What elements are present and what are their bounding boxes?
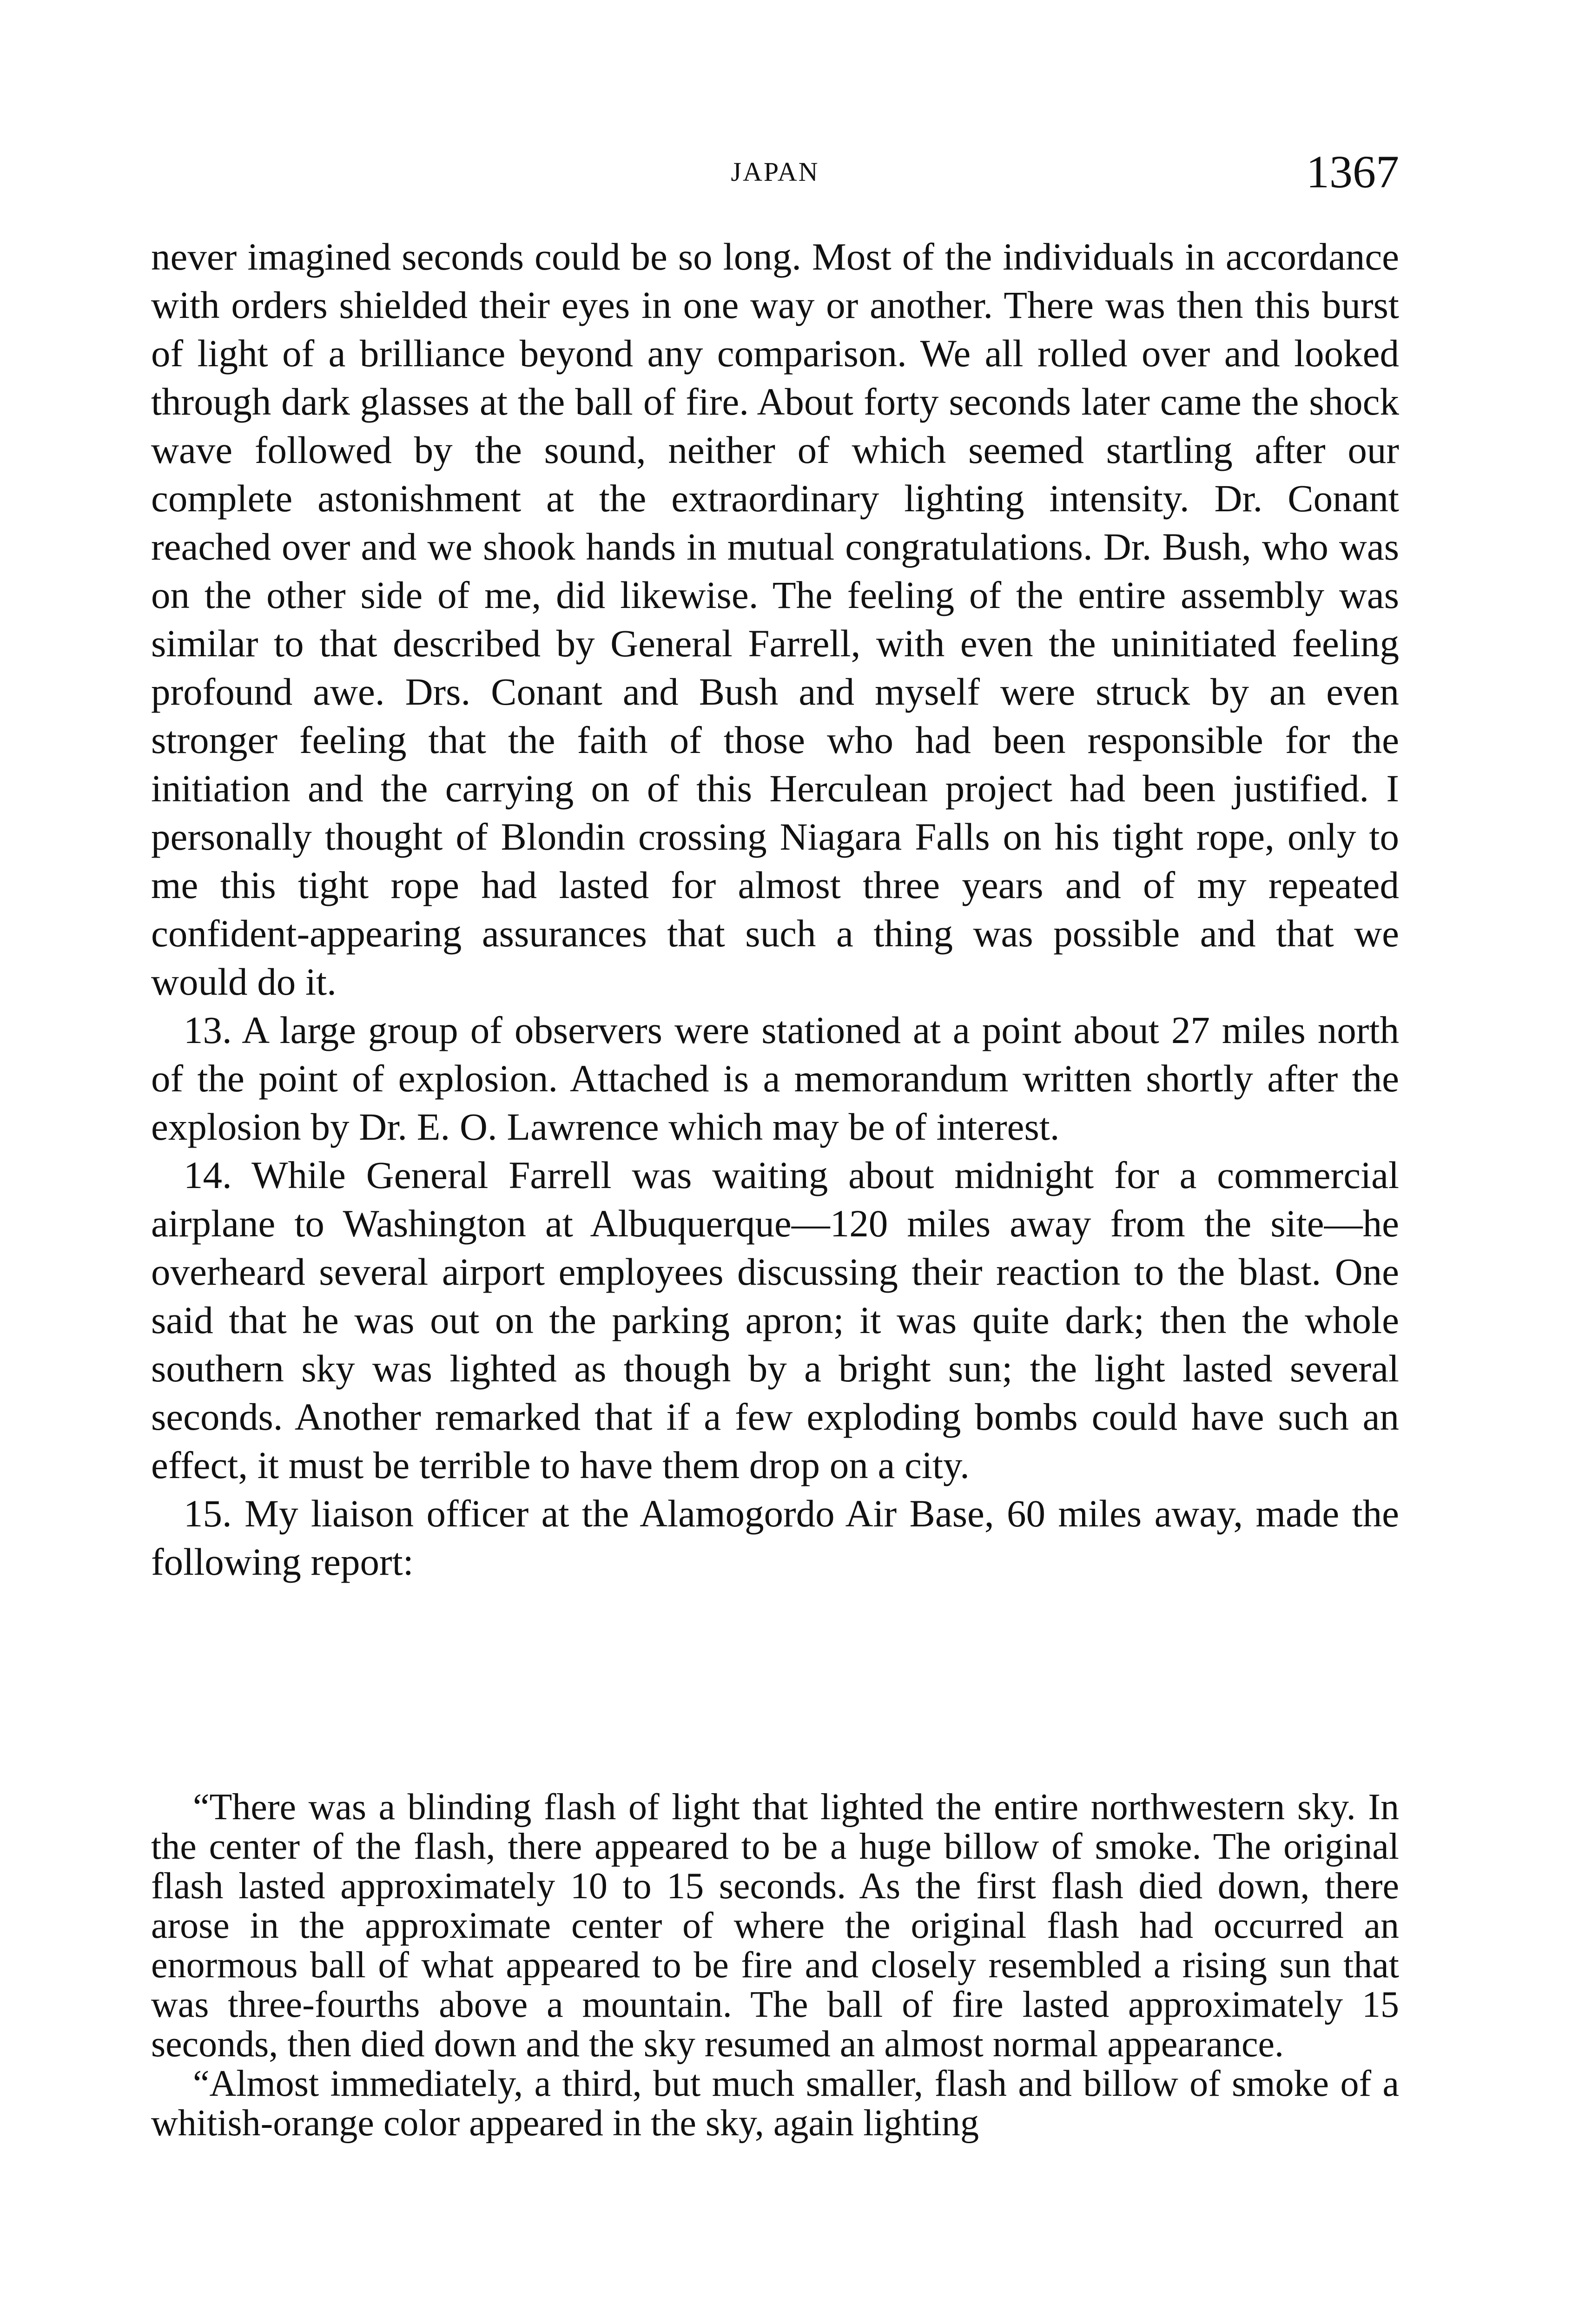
running-head bbox=[151, 145, 1399, 205]
paragraph-15: 15. My liaison officer at the Alamogordo Air Base, 60 miles away, made the following report: bbox=[151, 1492, 1399, 1583]
body-text bbox=[151, 232, 1399, 1586]
running-title: JAPAN bbox=[731, 157, 819, 187]
quote-paragraph: “Almost immediately, a third, but much smaller, flash and billow of smoke of a whitish-orange color appeared in the sky, again lighting bbox=[151, 2063, 1399, 2144]
page-number: 1367 bbox=[1306, 146, 1399, 198]
quote-paragraph: “There was a blinding flash of light that lighted the entire northwestern sky. In the center of the flash, there appeared to be a huge billow of smoke. The original flash lasted approximately 10 to 15 seconds. As the first flash died down, there arose in the approximate center of where the original flash had occurred an enormous ball of what appeared to be fire and closely resembled a rising sun that was three-fourths above a mountain. The ball of fire lasted approximately 15 seconds, then died down and the sky resumed an almost normal appearance. bbox=[151, 1787, 1399, 2065]
paragraph-13: 13. A large group of observers were stationed at a point about 27 miles north of the point of explosion. Attached is a memorandum written shortly after the explosion by Dr. E. O. Lawrence which may be of interest. bbox=[151, 1009, 1399, 1148]
paragraph-continuation: never imagined seconds could be so long. Most of the individuals in accordance with orders shielded their eyes in one way or another. There was then this burst of light of a brilliance beyond any comparison. We all rolled over and looked through dark glasses at the ball of fire. About forty seconds later came the shock wave followed by the sound, neither of which seemed startling after our complete astonishment at the extraordinary lighting intensity. Dr. Conant reached over and we shook hands in mutual congratulations. Dr. Bush, who was on the other side of me, did likewise. The feeling of the entire assembly was similar to that described by General Farrell, with even the uninitiated feeling profound awe. Drs. Conant and Bush and myself were struck by an even stronger feeling that the faith of those who had been responsible for the initiation and the carrying on of this Herculean project had been justified. I personally thought of Blondin crossing Niagara Falls on his tight rope, only to me this tight rope had lasted for almost three years and of my repeated confident-appearing assurances that such a thing was possible and that we would do it. bbox=[151, 235, 1399, 1003]
liaison-report-quote bbox=[151, 1788, 1399, 2143]
paragraph-14: 14. While General Farrell was waiting about midnight for a commercial airplane to Washington at Albuquerque—120 miles away from the site—he overheard several airport employees discussing their reaction to the blast. One said that he was out on the parking apron; it was quite dark; then the whole southern sky was lighted as though by a bright sun; the light lasted several seconds. Another remarked that if a few exploding bombs could have such an effect, it must be terrible to have them drop on a city. bbox=[151, 1154, 1399, 1486]
